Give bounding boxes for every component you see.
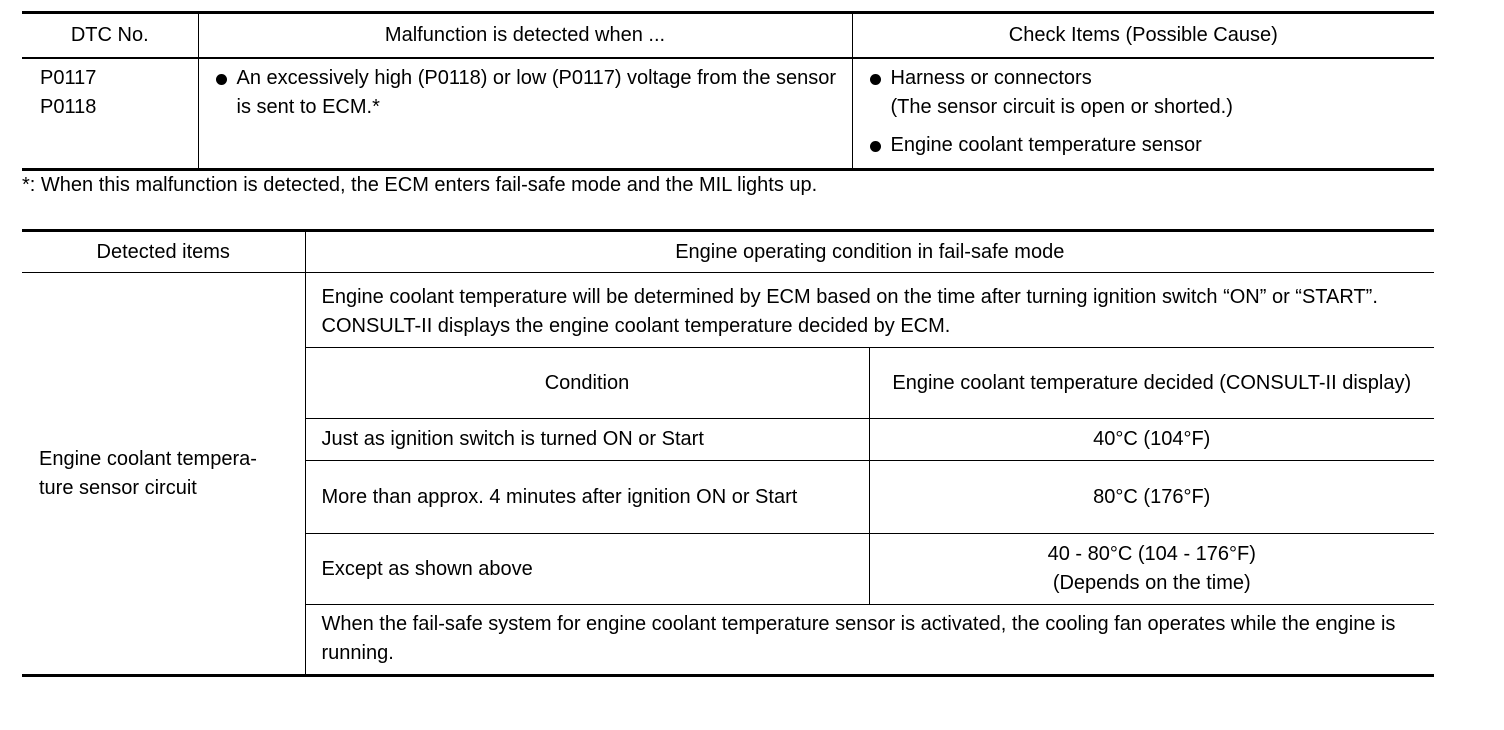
header-temperature-decided: Engine coolant temperature decided (CONSULT-II display) xyxy=(869,348,1434,419)
check-items-cell xyxy=(852,58,1434,170)
description-row xyxy=(22,273,1434,348)
dtc-number-cell xyxy=(22,58,198,170)
detected-item-cell xyxy=(22,273,305,676)
temperature-cell: 40 - 80°C (104 - 176°F) (Depends on the time) xyxy=(869,534,1434,605)
temperature-cell: 40°C (104°F) xyxy=(869,419,1434,461)
malfunction-list xyxy=(199,64,852,122)
header-check-items: Check Items (Possible Cause) xyxy=(852,13,1434,59)
dtc-number: P0117 xyxy=(40,67,97,89)
dtc-table-header-row xyxy=(22,13,1434,59)
condition-cell: Except as shown above xyxy=(305,534,869,605)
malfunction-text: An excessively high (P0118) or low (P0117) voltage from the sensor is sent to ECM.* xyxy=(236,67,837,118)
header-dtc-no: DTC No. xyxy=(22,13,198,59)
dtc-table xyxy=(22,11,1434,171)
malfunction-cell xyxy=(198,58,852,170)
condition-cell: More than approx. 4 minutes after ignition ON or Start xyxy=(305,461,869,534)
note-cell: When the fail-safe system for engine coolant temperature sensor is activated, the cooling fan operates while the engine is running. xyxy=(305,605,1434,676)
malfunction-item xyxy=(213,64,852,122)
header-detected-items: Detected items xyxy=(22,231,305,273)
check-item xyxy=(867,64,1435,122)
description-text: Engine coolant temperature will be determined by ECM based on the time after turning ignition switch “ON” or “START”. CONSULT-II displays the engine coolant temperature decided by ECM. xyxy=(321,286,1378,337)
check-items-list xyxy=(853,64,1435,160)
check-item-text: Engine coolant temperature sensor xyxy=(890,134,1202,156)
check-item-text: Harness or connectors (The sensor circuit is open or shorted.) xyxy=(890,67,1233,118)
dtc-number: P0118 xyxy=(40,96,97,118)
failsafe-table xyxy=(22,229,1434,677)
temperature-cell: 80°C (176°F) xyxy=(869,461,1434,534)
footnote: *: When this malfunction is detected, the ECM enters fail-safe mode and the MIL lights up. xyxy=(22,174,818,196)
header-condition: Condition xyxy=(305,348,869,419)
description-cell xyxy=(305,273,1434,348)
condition-cell: Just as ignition switch is turned ON or Start xyxy=(305,419,869,461)
dtc-table-row xyxy=(22,58,1434,170)
header-operating-condition: Engine operating condition in fail-safe mode xyxy=(305,231,1434,273)
failsafe-header-row xyxy=(22,231,1434,273)
header-malfunction: Malfunction is detected when ... xyxy=(198,13,852,59)
detected-item-text: Engine coolant tempera- ture sensor circuit xyxy=(39,447,257,499)
check-item xyxy=(867,131,1435,160)
